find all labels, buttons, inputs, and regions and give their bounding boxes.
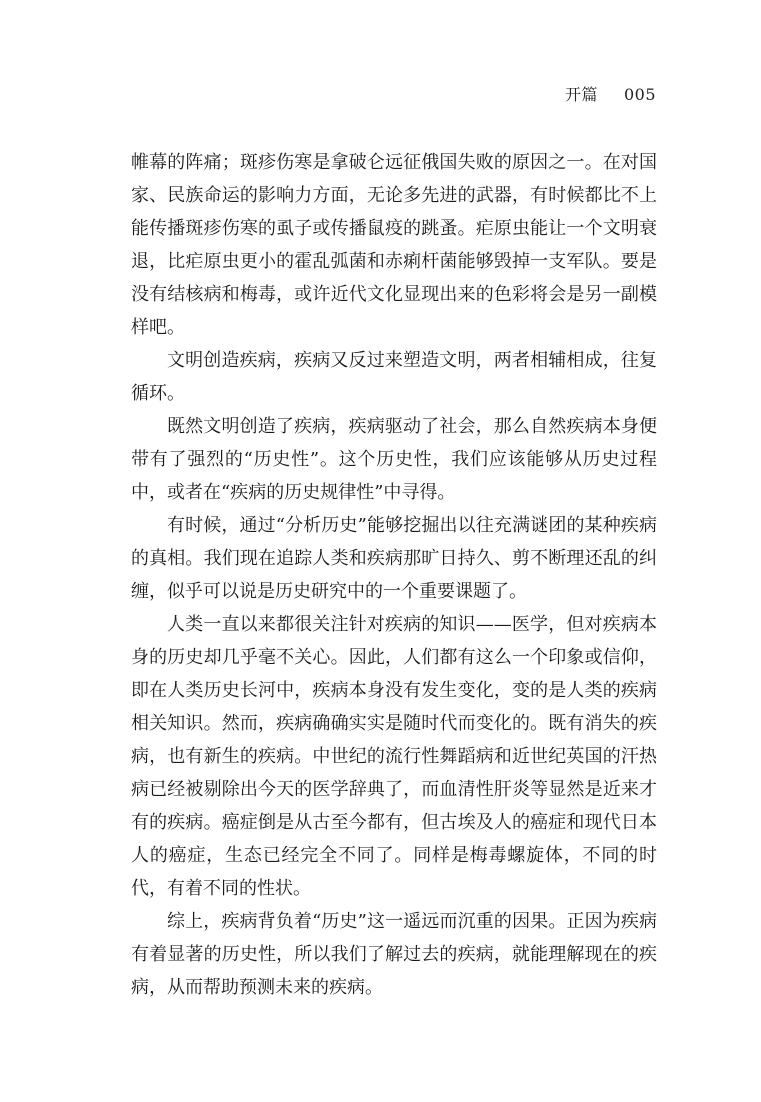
paragraph: 既然文明创造了疾病，疾病驱动了社会，那么自然疾病本身便带有了强烈的“历史性”。这个历史性，我们应该能够从历史过程中，或者在“疾病的历史规律性”中寻得。: [131, 416, 657, 503]
chapter-title: 开篇: [564, 85, 598, 104]
paragraph: 帷幕的阵痛；斑疹伤寒是拿破仑远征俄国失败的原因之一。在对国家、民族命运的影响力方面，无论多先进的武器，有时候都比不上能传播斑疹伤寒的虱子或传播鼠疫的跳蚤。疟原虫能让一个文明衰退，比疟原虫更小的霍乱弧菌和赤痢杆菌能够毁掉一支军队。要是没有结核病和梅毒，或许近代文化显现出来的色彩将会是另一副模样吧。: [131, 152, 657, 338]
body-text: [131, 146, 657, 1004]
paragraph: 人类一直以来都很关注针对疾病的知识——医学，但对疾病本身的历史却几乎毫不关心。因此，人们都有这么一个印象或信仰，即在人类历史长河中，疾病本身没有发生变化，变的是人类的疾病相关知识。然而，疾病确确实实是随时代而变化的。既有消失的疾病，也有新生的疾病。中世纪的流行性舞蹈病和近世纪英国的汗热病已经被剔除出今天的医学辞典了，而血清性肝炎等显然是近来才有的疾病。癌症倒是从古至今都有，但古埃及人的癌症和现代日本人的癌症，生态已经完全不同了。同样是梅毒螺旋体，不同的时代，有着不同的性状。: [131, 614, 657, 899]
running-head: [565, 82, 656, 105]
paragraph: 文明创造疾病，疾病又反过来塑造文明，两者相辅相成，往复循环。: [131, 350, 657, 404]
paragraph: 有时候，通过“分析历史”能够挖掘出以往充满谜团的某种疾病的真相。我们现在追踪人类和疾病那旷日持久、剪不断理还乱的纠缠，似乎可以说是历史研究中的一个重要课题了。: [131, 515, 657, 602]
page-number: 005: [623, 85, 656, 104]
paragraph: 综上，疾病背负着“历史”这一遥远而沉重的因果。正因为疾病有着显著的历史性，所以我们了解过去的疾病，就能理解现在的疾病，从而帮助预测未来的疾病。: [131, 911, 657, 998]
